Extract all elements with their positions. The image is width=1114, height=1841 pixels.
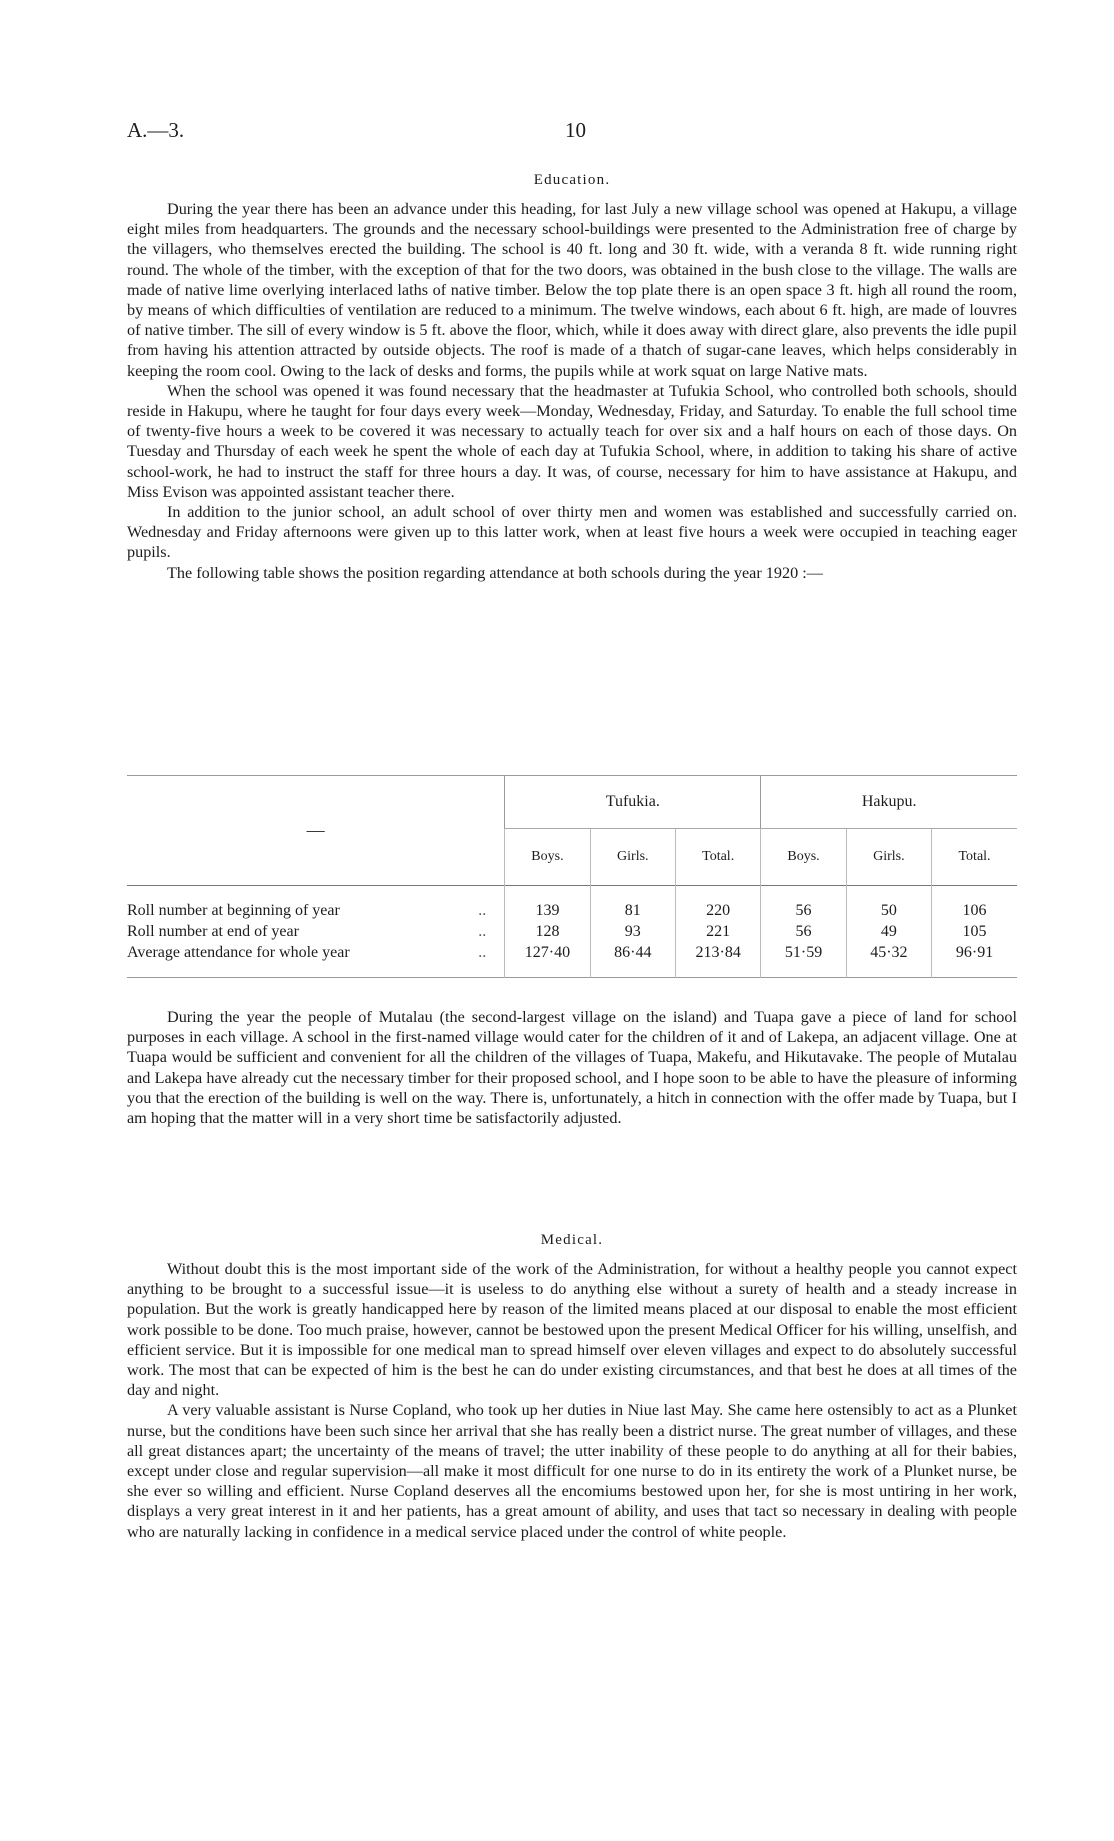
education-paragraph: In addition to the junior school, an adult school of over thirty men and women was established and successfully carried on. Wednesday and Friday afternoons were given up to this latter work, when at least five hours a week were occupied in teaching eager pupils.: [127, 503, 1017, 562]
table-cell: 50: [846, 900, 931, 921]
table-cell: 56: [761, 900, 846, 921]
table-column-header: Boys.: [505, 829, 590, 886]
medical-section: [127, 1232, 1017, 1542]
table-column-header: Total.: [932, 829, 1017, 886]
table-cell: 81: [590, 900, 675, 921]
education-heading: Education.: [533, 172, 611, 188]
table-cell: 96·91: [932, 942, 1017, 963]
page-header: [127, 118, 1017, 148]
table-cell: 56: [761, 921, 846, 942]
row-label: Roll number at beginning of year: [127, 902, 340, 919]
table-row: [127, 942, 1017, 963]
table-group-header: Hakupu.: [761, 776, 1017, 829]
table-column-header: Girls.: [846, 829, 931, 886]
table-column-header: Total.: [675, 829, 760, 886]
page-number: 10: [565, 118, 586, 142]
education-paragraph: When the school was opened it was found necessary that the headmaster at Tufukia School, who controlled both schools, should reside in Hakupu, where he taught for four days every week—Monday, Wednesday, Friday, and Saturday. To enable the full school time of twenty-five hours a week to be covered it was necessary to actually teach for over six and a half hours on each of those days. On Tuesday and Thursday of each week he spent the whole of each day at Tufukia School, where, in addition to taking his share of active school-work, he had to instruct the staff for three hours a day. It was, of course, necessary for him to have assistance at Hakupu, and Miss Evison was appointed assistant teacher there.: [127, 381, 1017, 501]
table-corner: —: [306, 820, 325, 840]
education-paragraph: During the year there has been an advance under this heading, for last July a new village school was opened at Hakupu, a village eight miles from headquarters. The grounds and the necessary school-buildings were presented to the Administration free of charge by the villagers, who themselves erected the building. The school is 40 ft. long and 30 ft. wide, with a veranda 8 ft. wide running right round. The whole of the timber, with the exception of that for the two doors, was obtained in the bush close to the village. The walls are made of native lime overlying interlaced laths of native timber. Below the top plate there is an open space 3 ft. high all round the room, by means of which difficulties of ventilation are reduced to a minimum. The twelve windows, each about 6 ft. high, are made of louvres of native timber. The sill of every window is 5 ft. above the floor, which, while it does away with direct glare, also prevents the idle pupil from having his attention attracted by outside objects. The roof is made of a thatch of sugar-cane leaves, which helps considerably in keeping the room cool. Owing to the lack of desks and forms, the pupils while at work squat on large Native mats.: [127, 200, 1017, 380]
attendance-table: [127, 775, 1017, 978]
medical-paragraph: A very valuable assistant is Nurse Copland, who took up her duties in Niue last May. She came here ostensibly to act as a Plunket nurse, but the conditions have been such since her arrival that she has really been a district nurse. The great number of villages, and these all great distances apart; the uncertainty of the means of travel; the utter inability of these people to do anything at all for their babies, except under close and regular supervision—all make it most difficult for one nurse to do in its entirety the work of a Plunket nurse, be she ever so willing and efficient. Nurse Copland deserves all the encomiums bestowed upon her, for she is most untiring in her work, displays a very great interest in it and her patients, has a great amount of ability, and uses that tact so necessary in dealing with people who are naturally lacking in confidence in a medical service placed under the control of white people.: [127, 1401, 1017, 1541]
dot-leader: ..: [478, 923, 487, 940]
education-paragraph: During the year the people of Mutalau (the second-largest village on the island) and Tuapa gave a piece of land for school purposes in each village. A school in the first-named village would cater for the children of it and of Lakepa, an adjacent village. One at Tuapa would be sufficient and convenient for all the children of the villages of Tuapa, Makefu, and Hikutavake. The people of Mutalau and Lakepa have already cut the necessary timber for their proposed school, and I hope soon to be able to have the pleasure of informing you that the erection of the building is well on the way. There is, unfortunately, a hitch in connection with the offer made by Tuapa, but I am hoping that the matter will in a very short time be satisfactorily adjusted.: [127, 1008, 1017, 1128]
dot-leader: ..: [478, 902, 487, 919]
table-cell: 221: [675, 921, 760, 942]
table-row: [127, 900, 1017, 921]
attendance-table-wrapper: [127, 775, 1017, 978]
row-label: Average attendance for whole year: [127, 944, 350, 961]
row-label: Roll number at end of year: [127, 923, 299, 940]
table-cell: 220: [675, 900, 760, 921]
table-group-header: Tufukia.: [505, 776, 761, 829]
table-cell: 139: [505, 900, 590, 921]
document-reference: A.—3.: [127, 118, 185, 142]
table-cell: 127·40: [505, 942, 590, 963]
table-cell: 106: [932, 900, 1017, 921]
table-cell: 45·32: [846, 942, 931, 963]
table-cell: 93: [590, 921, 675, 942]
table-column-header: Girls.: [590, 829, 675, 886]
education-paragraph: The following table shows the position regarding attendance at both schools during the year 1920 :—: [167, 563, 823, 582]
medical-paragraph: Without doubt this is the most important side of the work of the Administration, for without a healthy people you cannot expect anything to be brought to a successful issue—it is useless to do anything else without a surety of health and a steady increase in population. But the work is greatly handicapped here by reason of the limited means placed at our disposal to enable the most efficient work possible to be done. Too much praise, however, cannot be bestowed upon the present Medical Officer for his willing, unselfish, and efficient service. But it is impossible for one medical man to spread himself over eleven villages and expect to do absolutely successful work. The most that can be expected of him is the best he can do under existing circumstances, and that best he does at all times of the day and night.: [127, 1260, 1017, 1400]
table-row: [127, 921, 1017, 942]
table-column-header: Boys.: [761, 829, 846, 886]
education-section: [127, 172, 1017, 583]
education-followup: [127, 1007, 1017, 1128]
table-cell: 105: [932, 921, 1017, 942]
table-cell: 49: [846, 921, 931, 942]
dot-leader: ..: [478, 944, 487, 961]
table-cell: 51·59: [761, 942, 846, 963]
table-cell: 128: [505, 921, 590, 942]
medical-heading: Medical.: [540, 1232, 604, 1248]
table-cell: 86·44: [590, 942, 675, 963]
table-cell: 213·84: [675, 942, 760, 963]
